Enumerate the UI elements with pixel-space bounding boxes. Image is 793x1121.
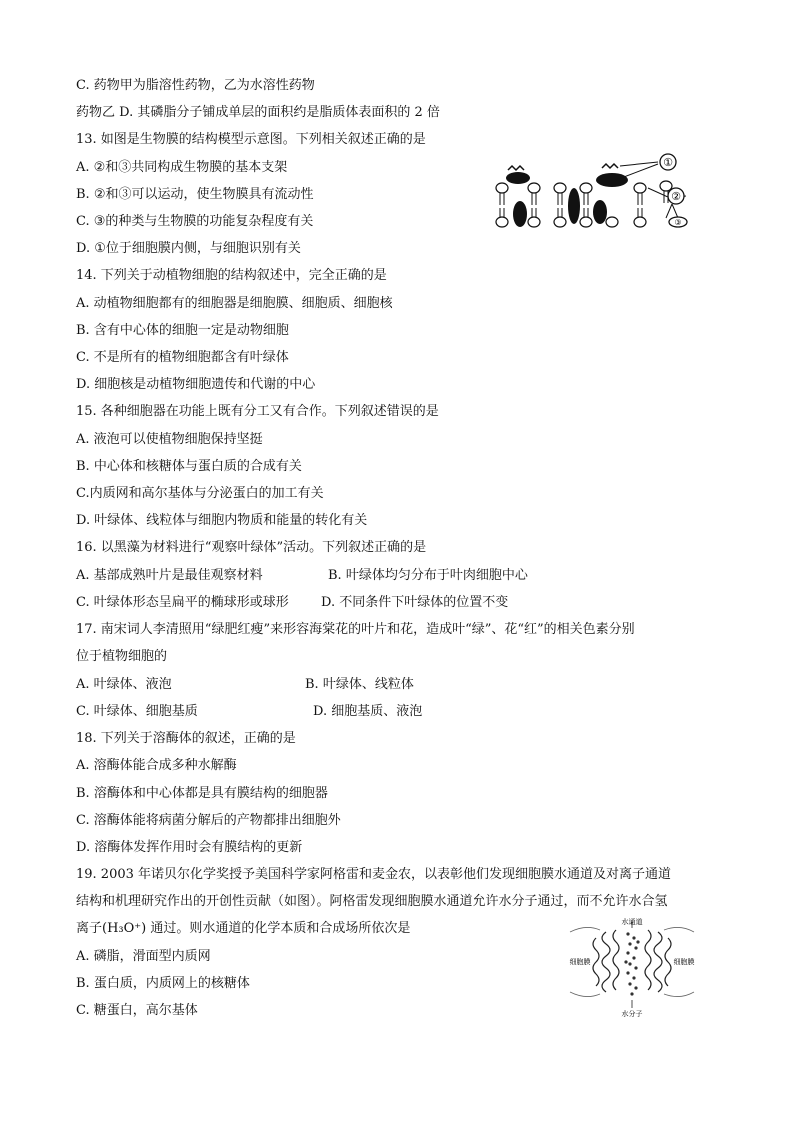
q17-option-a: A. 叶绿体、液泡 (76, 677, 172, 692)
q14-option-c: C. 不是所有的植物细胞都含有叶绿体 (76, 350, 289, 365)
q16-option-c: C. 叶绿体形态呈扁平的椭球形或球形 (76, 595, 289, 610)
label-membrane-left: 细胞膜 (569, 958, 591, 966)
q19-stem-cont2: 离子(H₃O⁺) 通过。则水通道的化学本质和合成场所依次是 (76, 921, 411, 936)
q17-stem: 17. 南宋词人李清照用“绿肥红瘦”来形容海棠花的叶片和花，造成叶“绿”、花“红”的相关色素分别 (76, 622, 635, 637)
q12-option-d: 药物乙 D. 其磷脂分子铺成单层的面积约是脂质体表面积的 2 倍 (76, 105, 440, 120)
q17-option-b: B. 叶绿体、线粒体 (305, 677, 414, 692)
q18-option-d: D. 溶酶体发挥作用时会有膜结构的更新 (76, 840, 303, 855)
q15-stem: 15. 各种细胞器在功能上既有分工又有合作。下列叙述错误的是 (76, 404, 439, 419)
q17-stem-cont: 位于植物细胞的 (76, 649, 168, 664)
q19-option-b: B. 蛋白质，内质网上的核糖体 (76, 976, 250, 991)
q14-option-a: A. 动植物细胞都有的细胞器是细胞膜、细胞质、细胞核 (76, 296, 393, 311)
q14-option-d: D. 细胞核是动植物细胞遗传和代谢的中心 (76, 377, 316, 392)
q13-option-a: A. ②和③共同构成生物膜的基本支架 (76, 160, 288, 175)
q13-stem: 13. 如图是生物膜的结构模型示意图。下列相关叙述正确的是 (76, 132, 426, 147)
q17-option-d: D. 细胞基质、液泡 (313, 704, 423, 719)
q16-stem: 16. 以黑藻为材料进行“观察叶绿体”活动。下列叙述正确的是 (76, 540, 427, 555)
label-water-channel: 水通道 (621, 918, 643, 926)
q12-option-c: C. 药物甲为脂溶性药物，乙为水溶性药物 (76, 78, 315, 93)
q15-option-d: D. 叶绿体、线粒体与细胞内物质和能量的转化有关 (76, 513, 368, 528)
q16-option-a: A. 基部成熟叶片是最佳观察材料 (76, 568, 263, 583)
q13-option-b: B. ②和③可以运动，使生物膜具有流动性 (76, 187, 314, 202)
q19-stem-cont1: 结构和机理研究作出的开创性贡献（如图）。阿格雷发现细胞膜水通道允许水分子通过，而不允许水合氢 (76, 894, 668, 909)
q19-option-c: C. 糖蛋白，高尔基体 (76, 1003, 198, 1018)
q14-option-b: B. 含有中心体的细胞一定是动物细胞 (76, 323, 289, 338)
q15-option-a: A. 液泡可以使植物细胞保持坚挺 (76, 432, 263, 447)
water-channel-figure (566, 918, 698, 1018)
q16-option-d: D. 不同条件下叶绿体的位置不变 (321, 595, 509, 610)
label-water-molecule: 水分子 (621, 1010, 643, 1018)
q13-option-d: D. ①位于细胞膜内侧，与细胞识别有关 (76, 241, 301, 256)
label-3: ③ (674, 218, 682, 227)
q19-stem: 19. 2003 年诺贝尔化学奖授予美国科学家阿格雷和麦金农，以表彰他们发现细胞膜水通道及对离子通道 (76, 867, 672, 882)
q18-option-c: C. 溶酶体能将病菌分解后的产物都排出细胞外 (76, 813, 341, 828)
q13-option-c: C. ③的种类与生物膜的功能复杂程度有关 (76, 214, 314, 229)
q17-option-c: C. 叶绿体、细胞基质 (76, 704, 198, 719)
label-membrane-right: 细胞膜 (673, 958, 695, 966)
q18-stem: 18. 下列关于溶酶体的叙述，正确的是 (76, 731, 296, 746)
label-2: ② (671, 190, 681, 203)
q15-option-b: B. 中心体和核糖体与蛋白质的合成有关 (76, 459, 302, 474)
q14-stem: 14. 下列关于动植物细胞的结构叙述中，完全正确的是 (76, 268, 387, 283)
q19-option-a: A. 磷脂，滑面型内质网 (76, 949, 211, 964)
q18-option-a: A. 溶酶体能合成多种水解酶 (76, 758, 237, 773)
q15-option-c: C.内质网和高尔基体与分泌蛋白的加工有关 (76, 486, 324, 501)
q16-option-b: B. 叶绿体均匀分布于叶肉细胞中心 (328, 568, 528, 583)
q18-option-b: B. 溶酶体和中心体都是具有膜结构的细胞器 (76, 786, 328, 801)
membrane-model-figure (490, 152, 690, 234)
label-1: ① (663, 156, 673, 169)
